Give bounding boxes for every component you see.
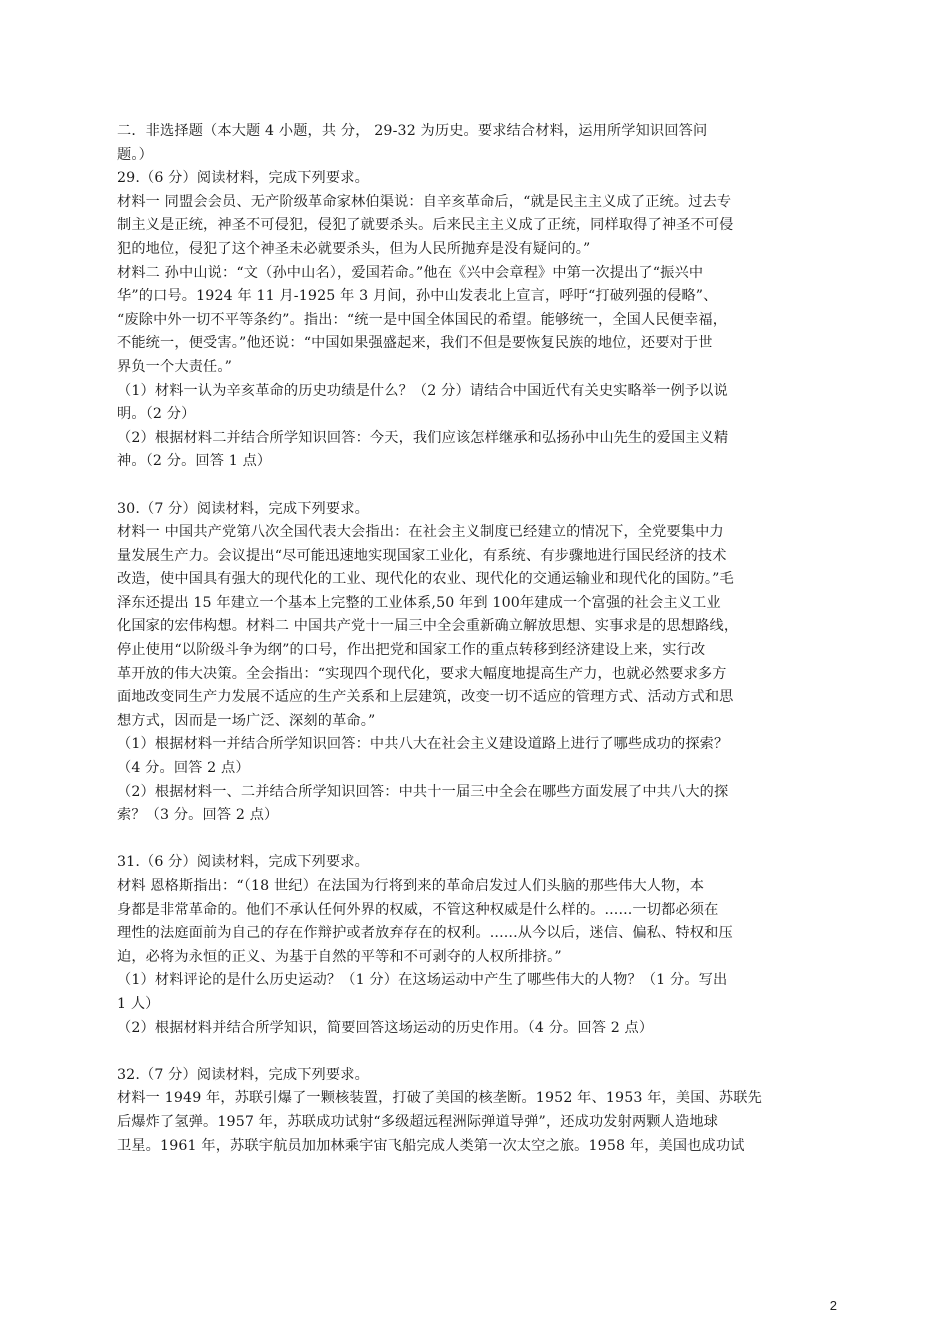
text-line: 犯的地位，侵犯了这个神圣未必就要杀头，但为人民所抛弃是没有疑问的。”: [117, 240, 591, 257]
text-line: 材料二 孙中山说：“文（孙中山名），爱国若命。”他在《兴中会章程》中第一次提出了“振兴中: [117, 264, 704, 281]
question-heading: 31.（6 分）阅读材料，完成下列要求。: [117, 854, 369, 871]
section-gap: [117, 828, 837, 852]
text-line: 想方式，因而是一场广泛、深刻的革命。”: [117, 712, 376, 729]
text-line: 泽东还提出 15 年建立一个基本上完整的工业体系,50 年到 100年建成一个富强的社会主义工业: [117, 594, 721, 611]
question-heading: 29.（6 分）阅读材料，完成下列要求。: [117, 170, 369, 187]
text-line: 迫，必将为永恒的正义、为基于自然的平等和不可剥夺的人权所排挤。”: [117, 948, 562, 965]
question-32: [117, 1064, 837, 1158]
text-line: 题。）: [117, 146, 153, 163]
text-line: 华”的口号。1924 年 11 月-1925 年 3 月间，孙中山发表北上宣言，呼吁“打破列强的侵略”、: [117, 288, 718, 305]
question-heading: 32.（7 分）阅读材料，完成下列要求。: [117, 1066, 369, 1083]
page-number: 2: [829, 1298, 837, 1313]
question-heading: 30.（7 分）阅读材料，完成下列要求。: [117, 500, 369, 517]
text-line: 材料一 1949 年，苏联引爆了一颗核装置，打破了美国的核垄断。1952 年、1953 年，美国、苏联先: [117, 1090, 762, 1107]
text-line: 身都是非常革命的。他们不承认任何外界的权威，不管这种权威是什么样的。......一切都必须在: [117, 901, 719, 918]
section-intro: [117, 120, 837, 167]
text-line: 明。（2 分）: [117, 406, 196, 423]
text-line: 制主义是正统，神圣不可侵犯，侵犯了就要杀头。后来民主主义成了正统，同样取得了神圣不可侵: [117, 217, 734, 234]
text-line: 面地改变同生产力发展不适应的生产关系和上层建筑，改变一切不适应的管理方式、活动方式和思: [117, 689, 734, 706]
text-line: 量发展生产力。会议提出“尽可能迅速地实现国家工业化，有系统、有步骤地进行国民经济的技术: [117, 547, 727, 564]
text-line: 神。（2 分。回答 1 点）: [117, 453, 272, 470]
question-30: [117, 498, 837, 828]
document-page: [117, 120, 837, 1158]
text-line: 革开放的伟大决策。全会指出：“实现四个现代化，要求大幅度地提高生产力，也就必然要求多方: [117, 665, 727, 682]
text-line: 卫星。1961 年，苏联宇航员加加林乘宇宙飞船完成人类第一次太空之旅。1958 年，美国也成功试: [117, 1137, 745, 1154]
text-line: 材料一 中国共产党第八次全国代表大会指出：在社会主义制度已经建立的情况下，全党要集中力: [117, 524, 724, 541]
text-line: 化国家的宏伟构想。材料二 中国共产党十一届三中全会重新确立解放思想、实事求是的思想路线，: [117, 618, 739, 635]
section-gap: [117, 1040, 837, 1064]
text-line: 改造，使中国具有强大的现代化的工业、现代化的农业、现代化的交通运输业和现代化的国防。”毛: [117, 571, 734, 588]
question-29: [117, 167, 837, 474]
text-line: 停止使用“以阶级斗争为纲”的口号，作出把党和国家工作的重点转移到经济建设上来，实行改: [117, 642, 706, 659]
text-line: （2）根据材料一、二并结合所学知识回答：中共十一届三中全会在哪些方面发展了中共八大的探: [117, 783, 729, 800]
text-line: 材料 恩格斯指出：“（18 世纪）在法国为行将到来的革命启发过人们头脑的那些伟大人物，本: [117, 878, 705, 894]
text-line: （1）材料评论的是什么历史运动？（1 分）在这场运动中产生了哪些伟大的人物？（1 分。写出: [117, 972, 728, 989]
text-line: 材料一 同盟会会员、无产阶级革命家林伯渠说：自辛亥革命后，“就是民主主义成了正统。过去专: [117, 193, 732, 210]
text-line: 1 人）: [117, 995, 160, 1012]
question-31: [117, 851, 837, 1040]
text-line: （2）根据材料并结合所学知识，简要回答这场运动的历史作用。（4 分。回答 2 点）: [117, 1019, 654, 1036]
text-line: 索？（3 分。回答 2 点）: [117, 807, 279, 824]
text-line: “废除中外一切不平等条约”。指出：“统一是中国全体国民的希望。能够统一，全国人民便幸福，: [117, 311, 728, 328]
text-line: 后爆炸了氢弹。1957 年，苏联成功试射“多级超远程洲际弹道导弹”，还成功发射两颗人造地球: [117, 1113, 718, 1130]
text-line: 二．非选择题（本大题 4 小题，共 分， 29-32 为历史。要求结合材料，运用所学知识回答问: [117, 123, 708, 139]
text-line: 不能统一，便受害。”他还说：“中国如果强盛起来，我们不但是要恢复民族的地位，还要对于世: [117, 335, 713, 352]
text-line: （1）根据材料一并结合所学知识回答：中共八大在社会主义建设道路上进行了哪些成功的探索？: [117, 736, 729, 753]
text-line: （4 分。回答 2 点）: [117, 760, 250, 777]
text-line: （2）根据材料二并结合所学知识回答：今天，我们应该怎样继承和弘扬孙中山先生的爱国主义精: [117, 429, 729, 446]
text-line: 界负一个大责任。”: [117, 358, 233, 375]
text-line: （1）材料一认为辛亥革命的历史功绩是什么？（2 分）请结合中国近代有关史实略举一例予以说: [117, 382, 728, 399]
section-gap: [117, 474, 837, 498]
text-line: 理性的法庭面前为自己的存在作辩护或者放弃存在的权利。......从今以后，迷信、偏私、特权和压: [117, 925, 733, 942]
